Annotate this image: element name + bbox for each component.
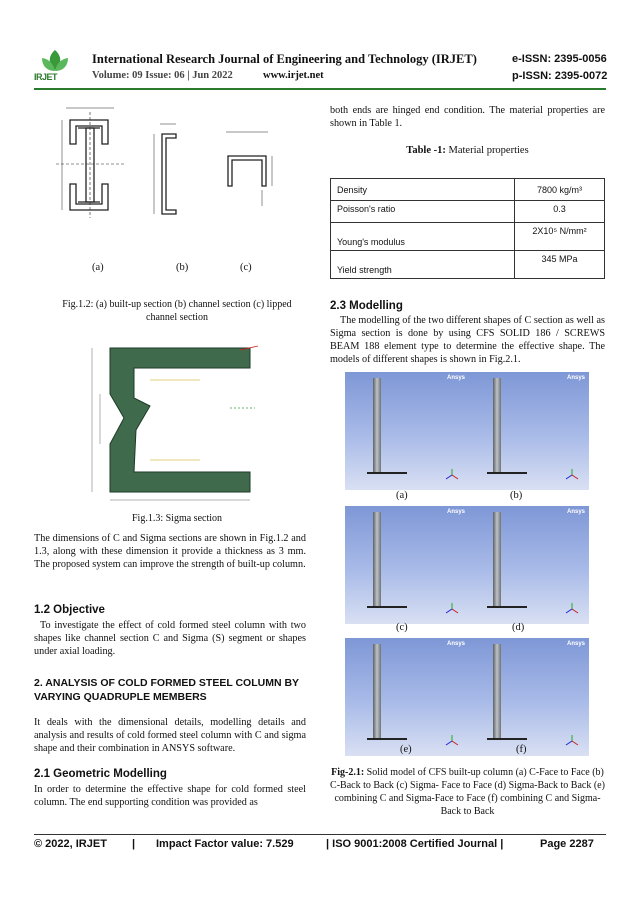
- journal-title: International Research Journal of Engineering and Technology (IRJET): [92, 52, 477, 66]
- ansys-model-f: [465, 638, 589, 756]
- axis-triad-icon: [445, 602, 459, 616]
- heading-modelling: 2.3 Modelling: [330, 300, 403, 312]
- table-cell-value: 345 MPa: [515, 251, 605, 279]
- table-cell-value: 0.3: [515, 201, 605, 223]
- logo-text: IRJET: [34, 72, 58, 82]
- fig12-label-c: (c): [240, 262, 252, 273]
- ansys-brand: Ansys: [566, 641, 585, 647]
- table-cell-value: 2X10⁵ N/mm²: [515, 223, 605, 251]
- model-label-a: (a): [396, 490, 408, 501]
- column-model: [493, 644, 501, 740]
- ansys-brand: Ansys: [446, 641, 465, 647]
- ansys-model-c: [345, 506, 469, 624]
- header-divider: [34, 88, 606, 90]
- axis-triad-icon: [445, 468, 459, 482]
- heading-objective: 1.2 Objective: [34, 604, 105, 616]
- model-base: [367, 738, 407, 740]
- column-model: [373, 644, 381, 740]
- table-1-caption: [330, 144, 605, 157]
- column-model: [373, 378, 381, 474]
- website-link[interactable]: www.irjet.net: [263, 70, 324, 81]
- table-row: [331, 201, 605, 223]
- ansys-model-a: [345, 372, 469, 490]
- channel-section-drawing: [154, 124, 176, 214]
- model-base: [487, 606, 527, 608]
- table-1-caption-text: Material properties: [445, 145, 529, 156]
- volume-issue: Volume: 09 Issue: 06 | Jun 2022: [92, 70, 233, 81]
- sigma-section-shape: [110, 348, 250, 492]
- paragraph-objective: To investigate the effect of cold formed steel column with two shapes like channel section C and Sigma (S) segment or shapes under axial loading.: [34, 620, 306, 657]
- table-cell-property: Yield strength: [331, 251, 515, 279]
- built-up-section-drawing: [56, 108, 124, 218]
- column-model: [493, 512, 501, 608]
- figure-1-2-drawings: [50, 98, 300, 258]
- table-cell-property: Density: [331, 179, 515, 201]
- table-1-caption-label: Table -1:: [406, 145, 446, 156]
- model-label-d: (d): [512, 622, 525, 633]
- table-row: [331, 251, 605, 279]
- fig12-label-a: (a): [92, 262, 104, 273]
- p-issn: p-ISSN: 2395-0072: [512, 70, 608, 82]
- axis-triad-icon: [565, 468, 579, 482]
- model-label-e: (e): [400, 744, 412, 755]
- material-properties-table: [330, 178, 605, 279]
- lipped-channel-drawing: [226, 132, 272, 206]
- column-model: [373, 512, 381, 608]
- fig12-caption: Fig.1.2: (a) built-up section (b) channel section (c) lipped channel section: [62, 299, 292, 323]
- model-base: [487, 738, 527, 740]
- footer-iso: | ISO 9001:2008 Certified Journal |: [326, 838, 504, 850]
- model-base: [367, 606, 407, 608]
- table-cell-value: 7800 kg/m³: [515, 179, 605, 201]
- model-label-b: (b): [510, 490, 523, 501]
- heading-geometric-modelling: 2.1 Geometric Modelling: [34, 768, 167, 780]
- page-header: [0, 0, 638, 90]
- footer-divider: [34, 834, 606, 835]
- paragraph-continued: both ends are hinged end condition. The material properties are shown in Table 1.: [330, 105, 605, 129]
- e-issn: e-ISSN: 2395-0056: [512, 53, 607, 65]
- footer-separator: |: [132, 838, 136, 850]
- model-label-c: (c): [396, 622, 408, 633]
- footer-impact-factor: Impact Factor value: 7.529: [156, 838, 294, 850]
- table-cell-property: Poisson's ratio: [331, 201, 515, 223]
- paragraph-geometric-modelling: In order to determine the effective shape for cold formed steel column. The end supporting condition was provided as: [34, 784, 306, 808]
- model-label-f: (f): [516, 744, 527, 755]
- paragraph-dimensions: The dimensions of C and Sigma sections are shown in Fig.1.2 and 1.3, along with these dimension it provide a thickness as 3 mm. The proposed system can improve the strength of built-up column.: [34, 533, 306, 570]
- paragraph-modelling: The modelling of the two different shapes of C section as well as Sigma section is done by using CFS SOLID 186 / SCREWS BEAM 188 element type to determine the effective shape. The models of different shapes is shown in Fig.2.1.: [330, 315, 605, 365]
- ansys-brand: Ansys: [446, 375, 465, 381]
- axis-triad-icon: [565, 602, 579, 616]
- ansys-brand: Ansys: [446, 509, 465, 515]
- ansys-brand: Ansys: [566, 509, 585, 515]
- axis-triad-icon: [445, 734, 459, 748]
- fig12-label-b: (b): [176, 262, 189, 273]
- ansys-model-b: [465, 372, 589, 490]
- fig21-caption-text: Solid model of CFS built-up column (a) C-Face to Face (b) C-Back to Back (c) Sigma- Face to Face (d) Sigma-Back to Back (e) combining C and Sigma-Face to Face (f) combining C and Sigma-Back to Back: [330, 767, 605, 817]
- paragraph-section-2: It deals with the dimensional details, modelling details and analysis and results of cold formed steel column with C and sigma shape and their combination in ANSYS software.: [34, 717, 306, 754]
- footer-copyright: © 2022, IRJET: [34, 838, 107, 850]
- table-row: [331, 223, 605, 251]
- fig21-caption-label: Fig-2.1:: [331, 767, 365, 778]
- heading-section-2: 2. ANALYSIS OF COLD FORMED STEEL COLUMN BY VARYING QUADRUPLE MEMBERS: [34, 677, 299, 703]
- model-base: [367, 472, 407, 474]
- ansys-brand: Ansys: [566, 375, 585, 381]
- fig21-caption: [330, 766, 605, 818]
- axis-triad-icon: [565, 734, 579, 748]
- model-base: [487, 472, 527, 474]
- column-model: [493, 378, 501, 474]
- table-cell-property: Young's modulus: [331, 223, 515, 251]
- ansys-model-d: [465, 506, 589, 624]
- footer-page-number: Page 2287: [540, 838, 594, 850]
- fig13-caption: Fig.1.3: Sigma section: [132, 513, 222, 524]
- ansys-model-e: [345, 638, 469, 756]
- table-row: [331, 179, 605, 201]
- figure-1-3-sigma-drawing: [80, 340, 270, 505]
